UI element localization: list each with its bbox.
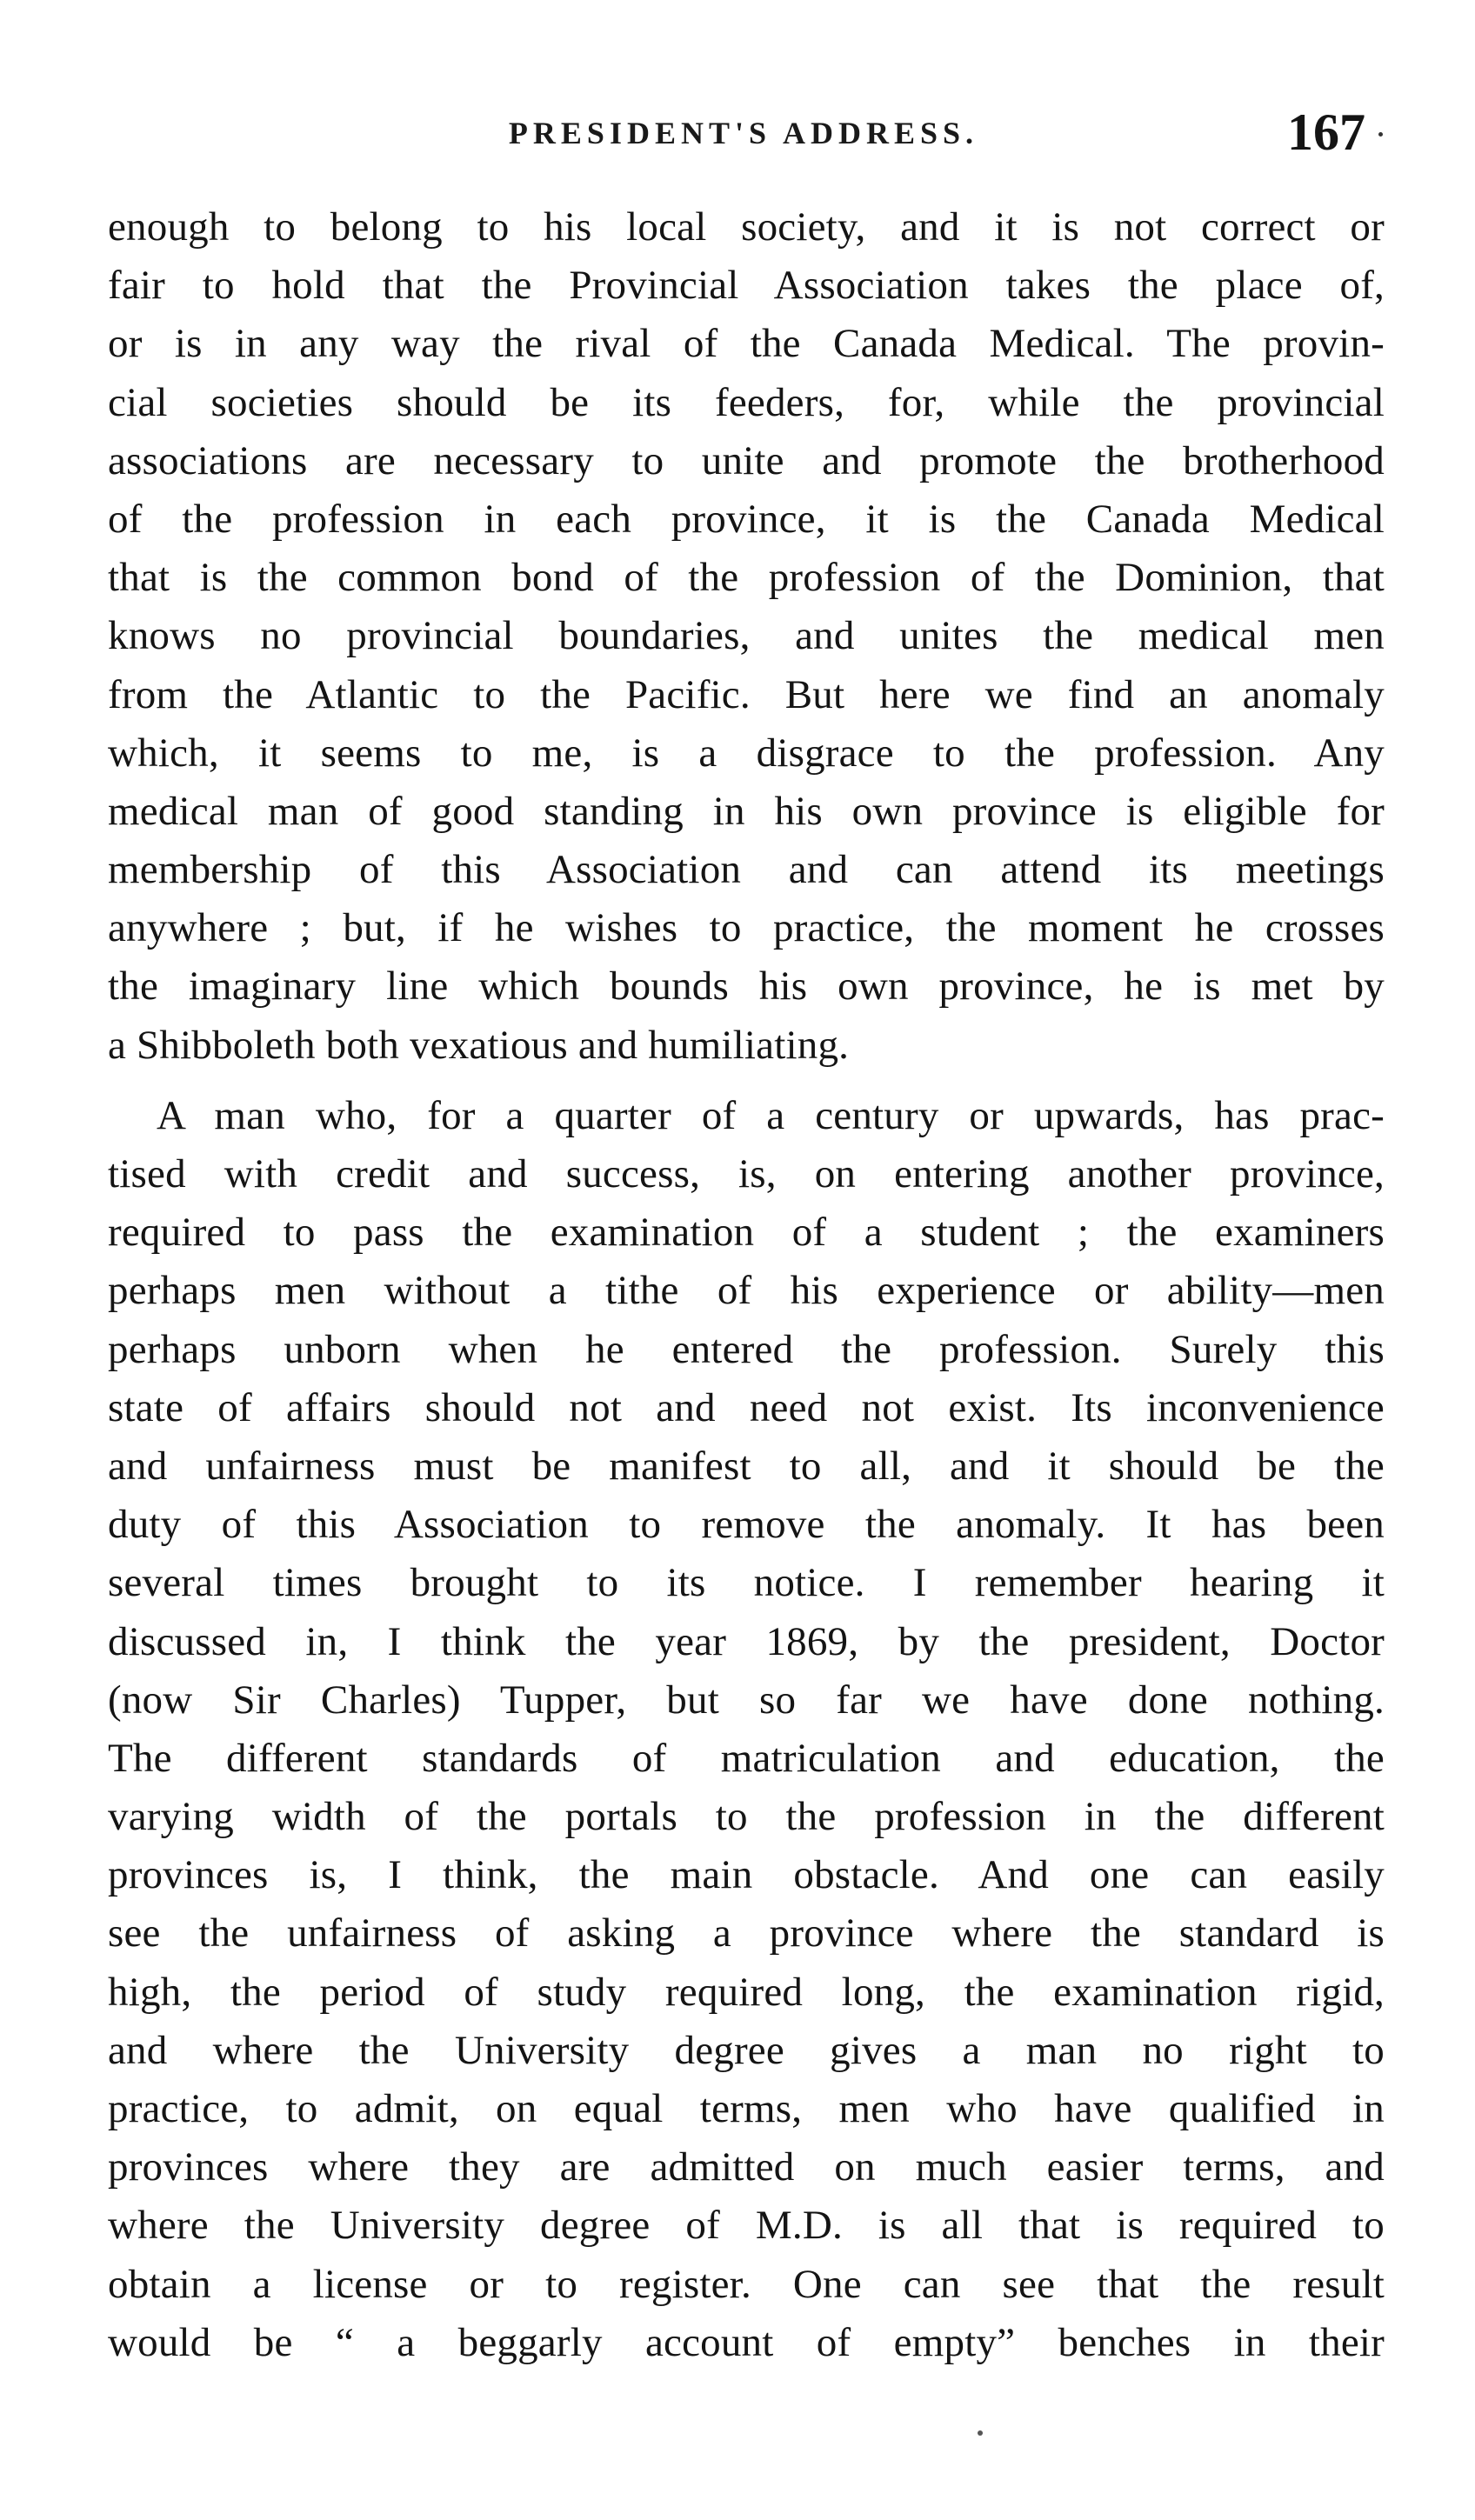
paragraph-2 [108,1087,1385,2372]
text-line: where the University degree of M.D. is all that is required to [108,2203,1385,2249]
paragraph-gap [108,1075,1385,1087]
body-text [108,198,1385,2372]
text-line: anywhere ; but, if he wishes to practice, the moment he crosses [108,905,1385,951]
text-line: discussed in, I think the year 1869, by the president, Doctor [108,1618,1385,1664]
text-line: high, the period of study required long, the examination rigid, [108,1969,1385,2015]
text-line: several times brought to its notice. I remember hearing it [108,1560,1385,1606]
text-line: knows no provincial boundaries, and unites the medical men [108,613,1385,659]
text-line: duty of this Association to remove the anomaly. It has been [108,1502,1385,1548]
text-line: which, it seems to me, is a disgrace to the profession. Any [108,730,1385,776]
text-line: (now Sir Charles) Tupper, but so far we have done nothing. [108,1677,1385,1723]
text-line: membership of this Association and can attend its meetings [108,847,1385,893]
text-line: a Shibboleth both vexatious and humiliating. [108,1022,850,1068]
text-line: and unfairness must be manifest to all, and it should be the [108,1443,1385,1489]
print-speck [978,2430,983,2436]
text-line: fair to hold that the Provincial Association takes the place of, [108,263,1385,309]
text-line: state of affairs should not and need not exist. Its inconvenience [108,1384,1385,1430]
running-title: PRESIDENT'S ADDRESS. [508,116,979,150]
text-line: required to pass the examination of a student ; the examiners [108,1210,1385,1256]
text-line: cial societies should be its feeders, for, while the provincial [108,379,1385,425]
text-line: would be “ a beggarly account of empty” benches in their [108,2319,1385,2365]
text-line: varying width of the portals to the profession in the different [108,1794,1385,1840]
paragraph-1 [108,198,1385,1075]
text-line: A man who, for a quarter of a century or upwards, has prac- [157,1092,1385,1138]
print-speck [1378,132,1383,137]
text-line: associations are necessary to unite and promote the brotherhood [108,437,1385,483]
text-line: enough to belong to his local society, and it is not correct or [108,204,1385,250]
text-line: provinces where they are admitted on much easier terms, and [108,2144,1385,2190]
text-line: the imaginary line which bounds his own province, he is met by [108,963,1385,1010]
text-line: of the profession in each province, it is the Canada Medical [108,496,1385,542]
text-line: perhaps unborn when he entered the profession. Surely this [108,1326,1385,1372]
page-number: 167 [1287,103,1365,161]
text-line: provinces is, I think, the main obstacle. And one can easily [108,1852,1385,1898]
text-line: see the unfairness of asking a province where the standard is [108,1910,1385,1957]
text-line: and where the University degree gives a man no right to [108,2027,1385,2073]
text-line: tised with credit and success, is, on entering another province, [108,1151,1385,1197]
text-line: The different standards of matriculation and education, the [108,1735,1385,1781]
running-header [104,103,1383,172]
text-line: perhaps men without a tithe of his experience or ability—men [108,1268,1385,1314]
text-line: medical man of good standing in his own province is eligible for [108,788,1385,834]
text-line: practice, to admit, on equal terms, men who have qualified in [108,2086,1385,2131]
text-line: or is in any way the rival of the Canada Medical. The provin- [108,321,1385,367]
text-line: obtain a license or to register. One can see that the result [108,2261,1385,2307]
text-line: that is the common bond of the profession of the Dominion, that [108,555,1385,601]
text-line: from the Atlantic to the Pacific. But here we find an anomaly [108,671,1385,717]
